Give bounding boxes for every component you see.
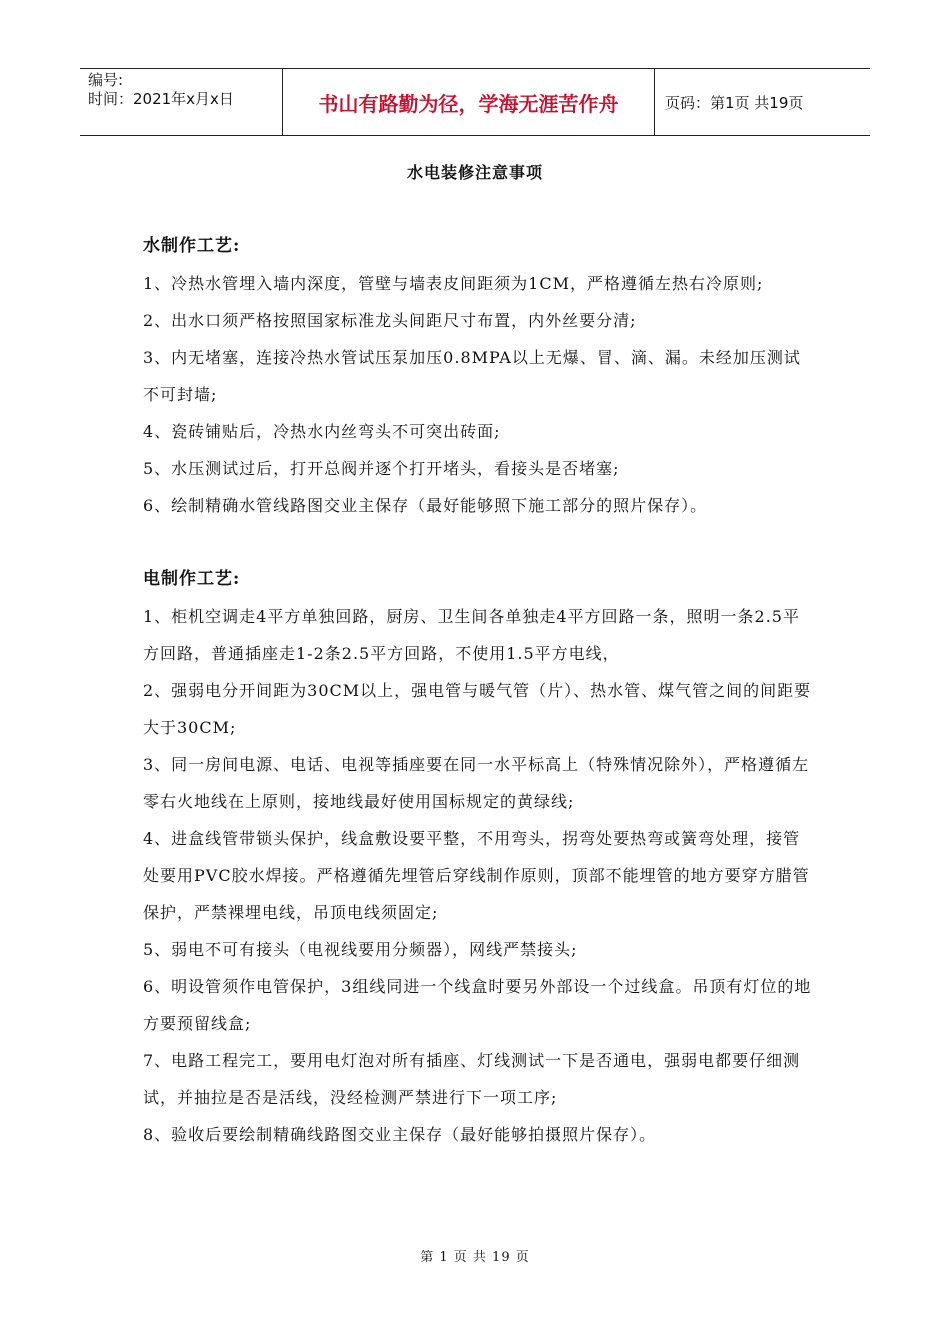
water-item-6: 6、绘制精确水管线路图交业主保存（最好能够照下施工部分的照片保存）。 bbox=[143, 496, 708, 515]
electric-item-6: 6、明设管须作电管保护，3组线同进一个线盒时要另外部设一个过线盒。吊顶有灯位的地方要预留线盒; bbox=[143, 977, 812, 1033]
water-section-heading: 水制作工艺: bbox=[143, 236, 241, 256]
electric-item-2: 2、强弱电分开间距为30CM以上，强电管与暖气管（片）、热水管、煤气管之间的间距要大于30CM; bbox=[143, 681, 812, 737]
electric-item-3: 3、同一房间电源、电话、电视等插座要在同一水平标高上（特殊情况除外），严格遵循左零右火地线在上原则，接地线最好使用国标规定的黄绿线; bbox=[143, 755, 810, 811]
water-item-5: 5、水压测试过后，打开总阀并逐个打开堵头，看接头是否堵塞; bbox=[143, 459, 620, 478]
electric-item-5: 5、弱电不可有接头（电视线要用分频器），网线严禁接头; bbox=[143, 940, 578, 959]
water-item-4: 4、瓷砖铺贴后，冷热水内丝弯头不可突出砖面; bbox=[143, 422, 501, 441]
document-body bbox=[143, 228, 813, 1153]
water-item-2: 2、出水口须严格按照国家标准龙头间距尺寸布置，内外丝要分清; bbox=[143, 311, 637, 330]
header-meta bbox=[80, 69, 282, 135]
water-item-3: 3、内无堵塞，连接冷热水管试压泵加压0.8MPA以上无爆、冒、滴、漏。未经加压测试不可封墙; bbox=[143, 348, 801, 404]
time-label: 时间：2021年x月x日 bbox=[88, 90, 234, 108]
header-page-info: 页码：第1页 共19页 bbox=[665, 93, 804, 112]
document-header bbox=[80, 68, 870, 136]
page-footer: 第 1 页 共 19 页 bbox=[420, 1250, 530, 1265]
section-spacer bbox=[143, 524, 813, 561]
electric-item-7: 7、电路工程完工，要用电灯泡对所有插座、灯线测试一下是否通电，强弱电都要仔细测试，并抽拉是否是活线，没经检测严禁进行下一项工序; bbox=[143, 1051, 801, 1107]
electric-item-4: 4、进盒线管带锁头保护，线盒敷设要平整，不用弯头，拐弯处要热弯或簧弯处理，接管处要用PVC胶水焊接。严格遵循先埋管后穿线制作原则，顶部不能埋管的地方要穿方腊管保护，严禁裸埋电线，吊顶电线须固定; bbox=[143, 829, 810, 922]
electric-item-8: 8、验收后要绘制精确线路图交业主保存（最好能够拍摄照片保存）。 bbox=[143, 1125, 657, 1144]
water-item-1: 1、冷热水管埋入墙内深度，管壁与墙表皮间距须为1CM，严格遵循左热右冷原则; bbox=[143, 274, 764, 293]
header-motto: 书山有路勤为径，学海无涯苦作舟 bbox=[282, 69, 655, 135]
electric-item-1: 1、柜机空调走4平方单独回路，厨房、卫生间各单独走4平方回路一条，照明一条2.5平方回路，普通插座走1-2条2.5平方回路，不使用1.5平方电线， bbox=[143, 607, 800, 663]
electric-section-heading: 电制作工艺: bbox=[143, 569, 241, 589]
document-title: 水电装修注意事项 bbox=[406, 163, 543, 182]
number-label: 编号: bbox=[88, 71, 124, 89]
